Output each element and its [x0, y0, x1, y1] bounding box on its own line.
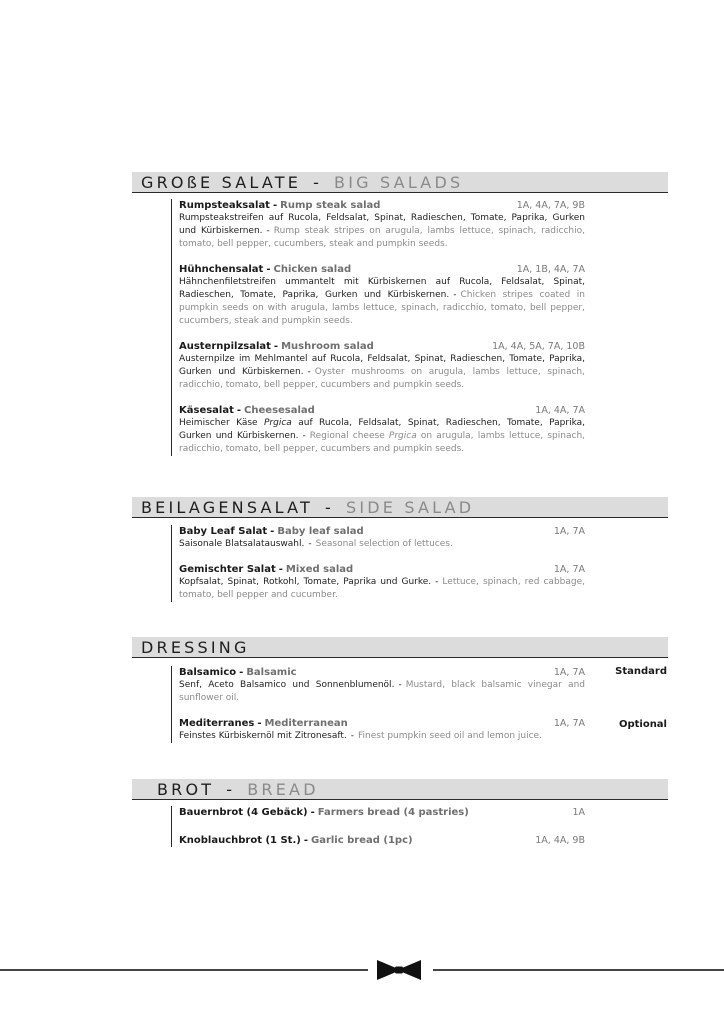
- dressing-optional-label: Optional: [618, 719, 667, 730]
- item-allergens: 1A, 7A: [553, 667, 585, 678]
- item-name: Gemischter Salat: [179, 564, 276, 575]
- section-title-en: BREAD: [247, 780, 319, 799]
- menu-item: Austernpilzsalat - Mushroom salad 1A, 4A, 5A, 7A, 10B Austernpilze im Mehlmantel auf Rucola, Feldsalat, Spinat, Radieschen, Tomate, Paprika, Gurken und Kürbiskernen. - Oyster mushrooms on arugula, lambs lettuce, spinach, radicchio, tomato, bell pepper, cucumbers and pumpkin seeds.: [179, 341, 585, 390]
- item-en-name: Cheesesalad: [244, 405, 315, 416]
- section-header-bread: [132, 779, 668, 800]
- item-en-name: Mixed salad: [285, 564, 354, 575]
- menu-item: Knoblauchbrot (1 St.) - Garlic bread (1pc) 1A, 4A, 9B: [179, 835, 585, 846]
- item-description: Saisonale Blatsalatauswahl. - Seasonal selection of lettuces.: [179, 539, 453, 549]
- item-description: Austernpilze im Mehlmantel auf Rucola, Feldsalat, Spinat, Radieschen, Tomate, Paprika, Gurken und Kürbiskernen. - Oyster mushrooms on arugula, lambs lettuce, spinach, radicchio, tomato, bell pepper, cucumbers and pumpkin seeds.: [179, 354, 585, 390]
- section-title-de: BROT: [157, 780, 215, 799]
- menu-item: Bauernbrot (4 Gebäck) - Farmers bread (4 pastries) 1A: [179, 807, 585, 818]
- item-description: Kopfsalat, Spinat, Rotkohl, Tomate, Paprika und Gurke. - Lettuce, spinach, red cabbage, tomato, bell pepper and cucumber.: [179, 577, 585, 600]
- item-en-name: Mediterranean: [264, 718, 348, 729]
- item-en-name: Chicken salad: [273, 264, 352, 275]
- item-allergens: 1A, 4A, 5A, 7A, 10B: [492, 341, 585, 352]
- item-allergens: 1A, 7A: [553, 526, 585, 537]
- item-allergens: 1A, 7A: [553, 564, 585, 575]
- footer-rule-right: [433, 969, 724, 971]
- item-en-name: Farmers bread (4 pastries): [317, 807, 469, 818]
- section-header-dressing: [132, 637, 668, 658]
- section-title-de: DRESSING: [141, 638, 250, 657]
- menu-item: Baby Leaf Salat - Baby leaf salad 1A, 7A Saisonale Blatsalatauswahl. - Seasonal selection of lettuces.: [179, 526, 585, 549]
- menu-item: Rumpsteaksalat - Rump steak salad 1A, 4A, 7A, 9B Rumpsteakstreifen auf Rucola, Feldsalat, Spinat, Radieschen, Tomate, Paprika, Gurken und Kürbiskernen. - Rump steak stripes on arugula, lambs lettuce, spinach, radicchio, tomato, bell pepper, cucumbers, steak and pumpkin seeds.: [179, 200, 585, 249]
- item-description: Feinstes Kürbiskernöl mit Zitronesaft. - Finest pumpkin seed oil and lemon juice.: [179, 731, 542, 741]
- item-allergens: 1A: [572, 807, 585, 818]
- section-title-en: BIG SALADS: [334, 173, 464, 192]
- section-header-big-salads: [132, 172, 668, 193]
- section-header-side-salad: [132, 497, 668, 518]
- bowtie-icon: [375, 958, 423, 982]
- item-name: Knoblauchbrot (1 St.): [179, 835, 301, 846]
- menu-item: Käsesalat - Cheesesalad 1A, 4A, 7A Heimischer Käse Prgica auf Rucola, Feldsalat, Spinat, Radieschen, Tomate, Paprika, Gurken und Kürbiskernen. - Regional cheese Prgica on arugula, lambs lettuce, spinach, radicchio, tomato, bell pepper, cucumbers and pumpkin seeds.: [179, 405, 586, 454]
- section-title-sep: -: [324, 498, 334, 517]
- section-title-sep: -: [226, 780, 236, 799]
- item-name: Hühnchensalat: [179, 264, 264, 275]
- item-en-name: Rump steak salad: [280, 200, 381, 211]
- item-allergens: 1A, 7A: [553, 718, 585, 729]
- dressing-standard-label: Standard: [615, 666, 667, 677]
- item-name: Bauernbrot (4 Gebäck): [179, 807, 308, 818]
- item-description: Heimischer Käse Prgica auf Rucola, Feldsalat, Spinat, Radieschen, Tomate, Paprika, Gurken und Kürbiskernen. - Regional cheese Prgica on arugula, lambs lettuce, spinach, radicchio, tomato, bell pepper, cucumbers and pumpkin seeds.: [179, 418, 586, 454]
- item-en-name: Baby leaf salad: [277, 526, 364, 537]
- section-title-en: SIDE SALAD: [345, 498, 475, 517]
- section-title-sep: -: [313, 173, 323, 192]
- item-name: Käsesalat: [179, 405, 234, 416]
- menu-item: Gemischter Salat - Mixed salad 1A, 7A Kopfsalat, Spinat, Rotkohl, Tomate, Paprika und Gurke. - Lettuce, spinach, red cabbage, tomato, bell pepper and cucumber.: [179, 564, 585, 600]
- menu-item: Mediterranes - Mediterranean 1A, 7A Feinstes Kürbiskernöl mit Zitronesaft. - Finest pumpkin seed oil and lemon juice.: [179, 718, 585, 741]
- section-body-dressing: [171, 666, 585, 743]
- footer-rule-left: [0, 969, 368, 971]
- item-name: Baby Leaf Salat: [179, 526, 268, 537]
- section-body-bread: [171, 806, 585, 847]
- menu-item: Hühnchensalat - Chicken salad 1A, 1B, 4A, 7A Hähnchenfiletstreifen ummantelt mit Kürbiskernen auf Rucola, Feldsalat, Spinat, Radieschen, Tomate, Paprika, Gurken und Kürbiskernen. - Chicken stripes coated in pumpkin seeds on with arugula, lambs lettuce, spinach, radicchio, tomato, bell pepper, cucumbers, steak and pumpkin seeds.: [179, 264, 585, 326]
- item-name: Balsamico: [179, 667, 237, 678]
- section-body-side-salad: [171, 525, 585, 602]
- item-allergens: 1A, 4A, 7A: [535, 405, 585, 416]
- item-en-name: Balsamic: [246, 667, 297, 678]
- section-title-de: GROßE SALATE: [141, 173, 302, 192]
- menu-item: Balsamico - Balsamic 1A, 7A Senf, Aceto Balsamico und Sonnenblumenöl. - Mustard, black balsamic vinegar and sunflower oil.: [179, 667, 585, 703]
- item-description: Senf, Aceto Balsamico und Sonnenblumenöl. - Mustard, black balsamic vinegar and sunflower oil.: [179, 680, 585, 703]
- item-name: Mediterranes: [179, 718, 255, 729]
- item-allergens: 1A, 4A, 7A, 9B: [516, 200, 585, 211]
- item-en-name: Garlic bread (1pc): [310, 835, 413, 846]
- item-description: Hähnchenfiletstreifen ummantelt mit Kürbiskernen auf Rucola, Feldsalat, Spinat, Radieschen, Tomate, Paprika, Gurken und Kürbiskernen. - Chicken stripes coated in pumpkin seeds on with arugula, lambs lettuce, spinach, radicchio, tomato, bell pepper, cucumbers, steak and pumpkin seeds.: [179, 277, 585, 326]
- item-description: Rumpsteakstreifen auf Rucola, Feldsalat, Spinat, Radieschen, Tomate, Paprika, Gurken und Kürbiskernen. - Rump steak stripes on arugula, lambs lettuce, spinach, radicchio, tomato, bell pepper, cucumbers, steak and pumpkin seeds.: [179, 213, 585, 249]
- item-name: Austernpilzsalat: [179, 341, 271, 352]
- item-allergens: 1A, 1B, 4A, 7A: [516, 264, 585, 275]
- item-name: Rumpsteaksalat: [179, 200, 270, 211]
- item-en-name: Mushroom salad: [281, 341, 374, 352]
- section-body-big-salads: [171, 199, 585, 456]
- section-title-de: BEILAGENSALAT: [141, 498, 313, 517]
- item-allergens: 1A, 4A, 9B: [535, 835, 585, 846]
